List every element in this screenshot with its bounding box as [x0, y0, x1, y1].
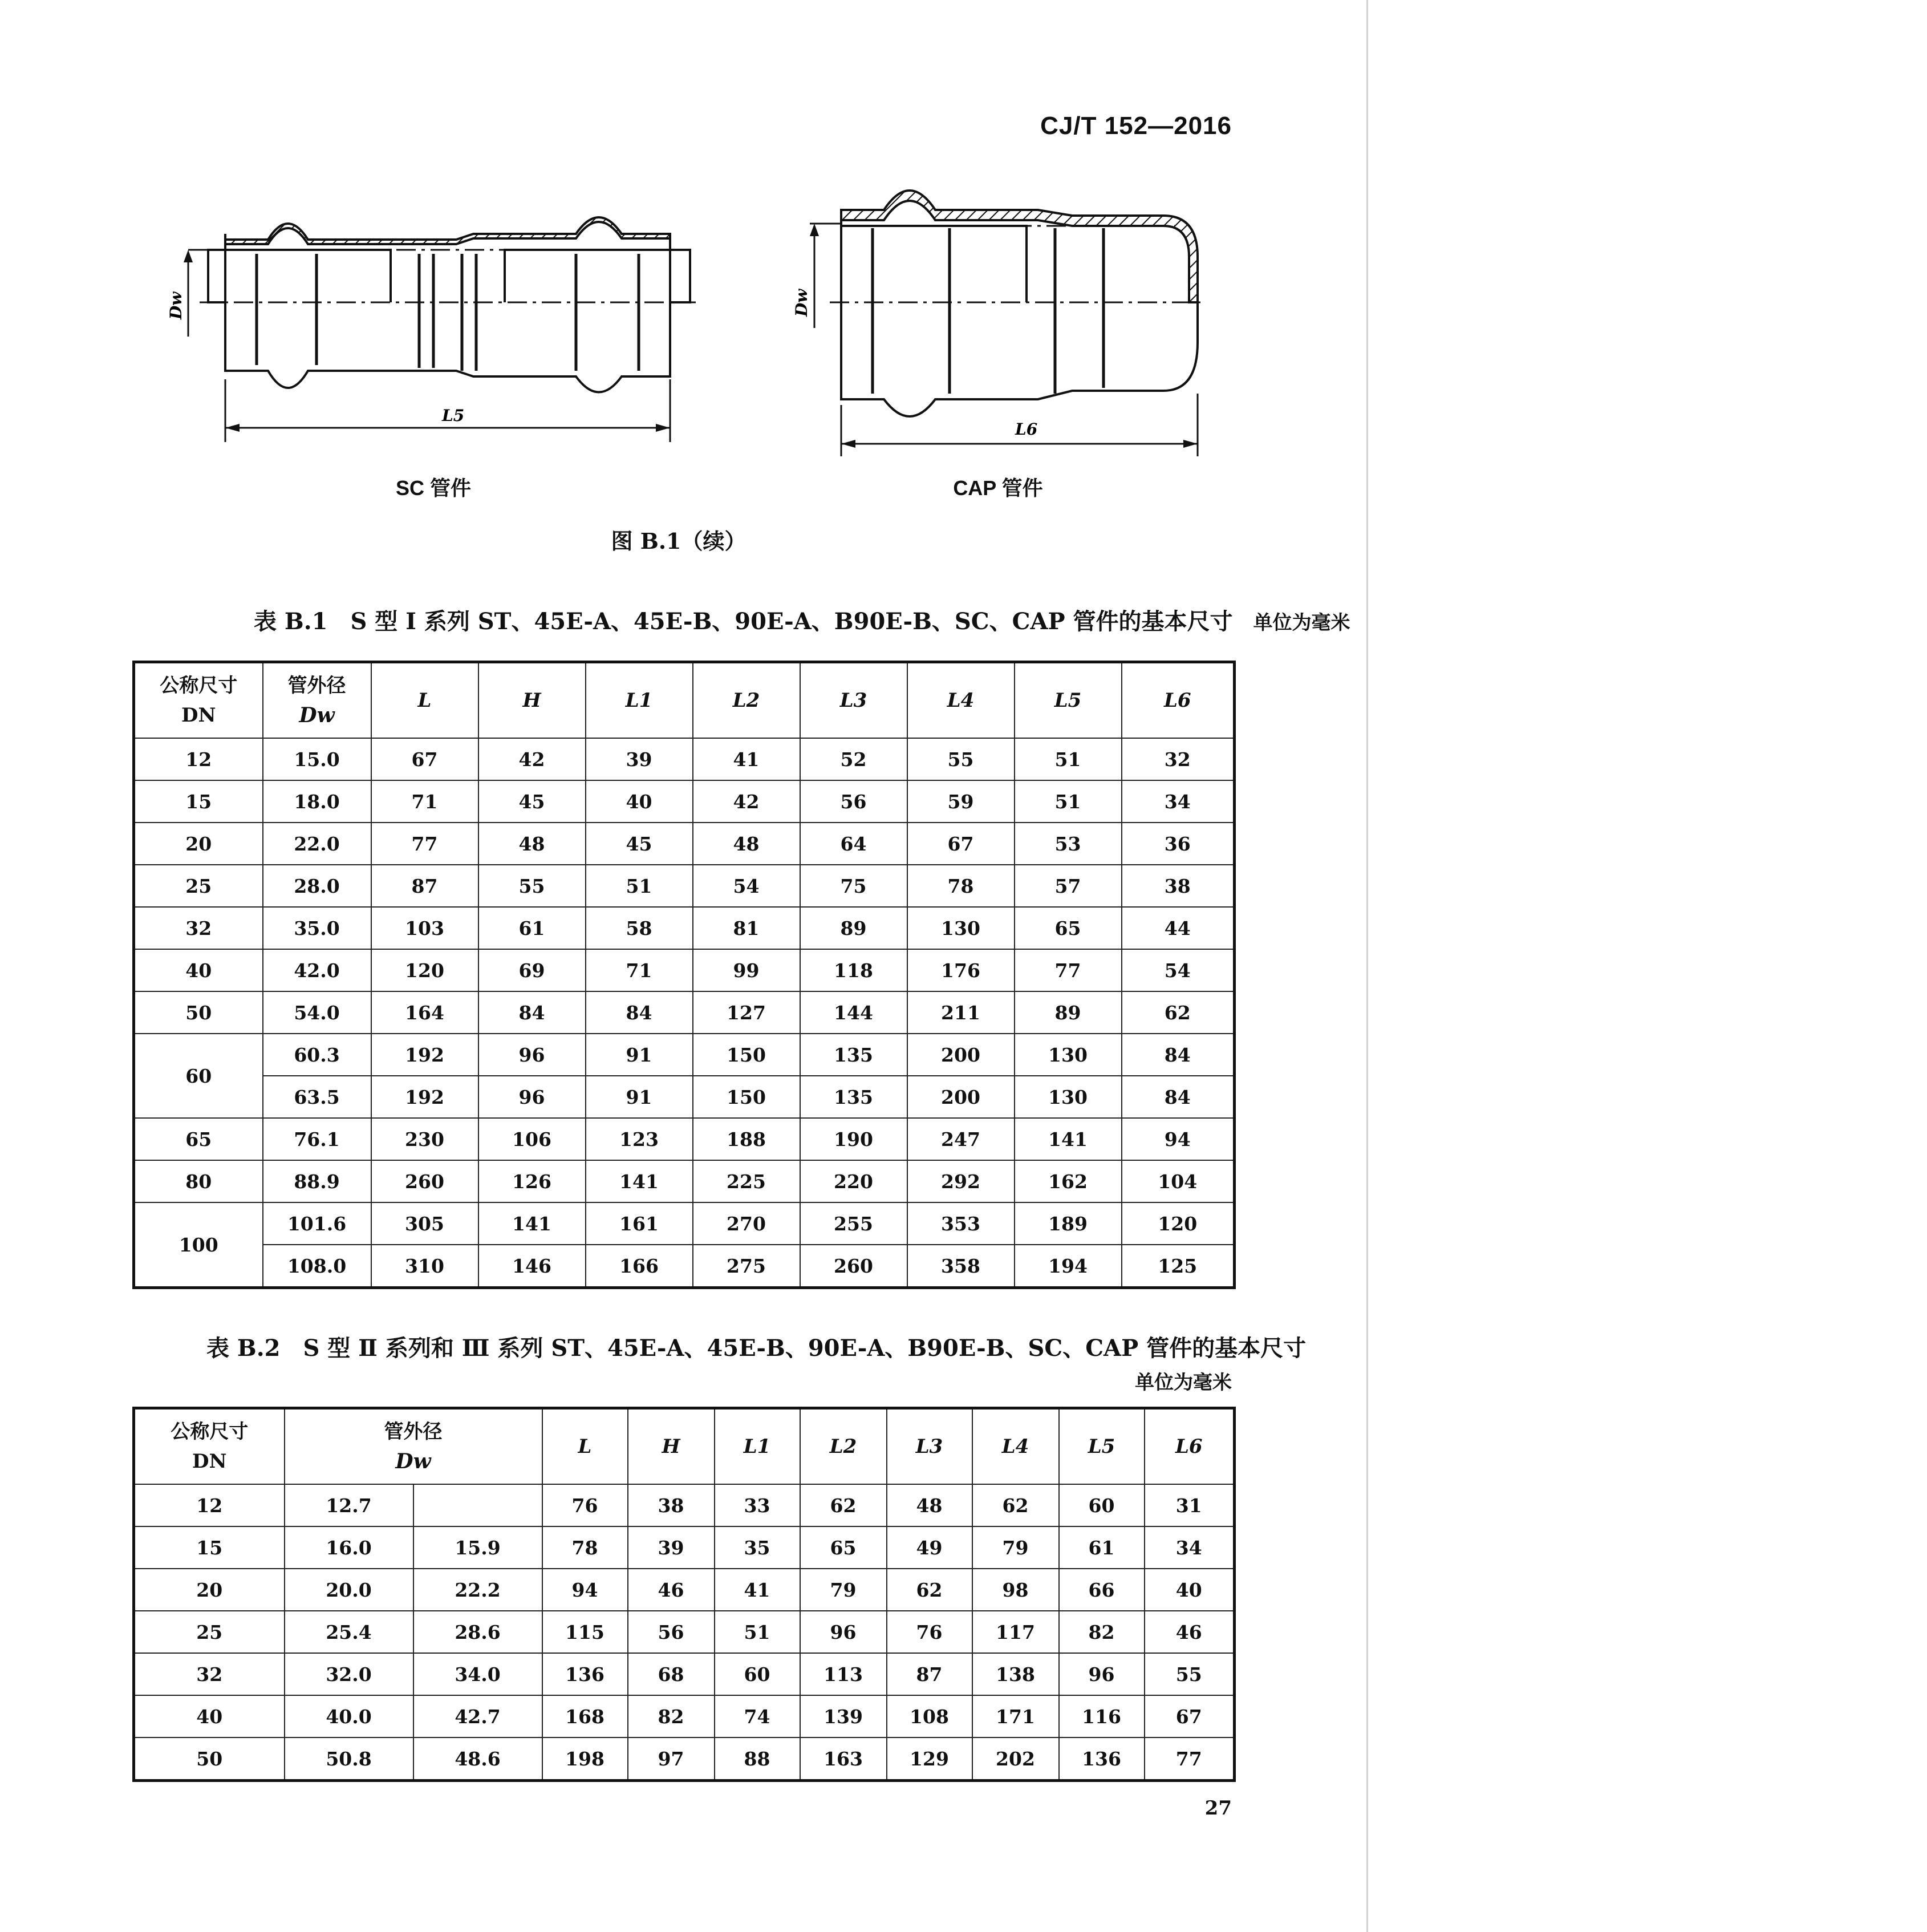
table-cell: 35: [715, 1526, 800, 1569]
table-cell: 230: [371, 1118, 478, 1160]
dn-cell: 25: [134, 1611, 285, 1653]
table-cell: 89: [800, 907, 907, 949]
table-cell: 77: [1145, 1737, 1235, 1781]
table-cell: 84: [478, 991, 586, 1034]
table1-header-col: L4: [907, 662, 1015, 739]
table2-header-dw: [285, 1408, 542, 1485]
table-cell: 51: [586, 865, 693, 907]
table-cell: 42: [478, 738, 586, 780]
table-cell: 130: [907, 907, 1015, 949]
table-cell: 65: [800, 1526, 887, 1569]
table-cell: 176: [907, 949, 1015, 991]
table-cell: 67: [371, 738, 478, 780]
table-cell: 44: [1122, 907, 1235, 949]
table-cell: 51: [1015, 738, 1122, 780]
table-cell: 106: [478, 1118, 586, 1160]
table1-header-col: L2: [693, 662, 800, 739]
dw-cell: 60.3: [263, 1034, 371, 1076]
table-cell: 39: [586, 738, 693, 780]
table1-title: 表 B.1 S 型 Ⅰ 系列 ST、45E-A、45E-B、90E-A、B90E-B、SC、CAP 管件的基本尺寸: [254, 608, 1233, 635]
table-cell: 162: [1015, 1160, 1122, 1202]
table-cell: 88: [715, 1737, 800, 1781]
table-cell: 49: [887, 1526, 972, 1569]
table-cell: 192: [371, 1034, 478, 1076]
dn-header-line2: DN: [181, 704, 216, 727]
sc-top-wall: [225, 217, 670, 244]
table-cell: 94: [1122, 1118, 1235, 1160]
table-cell: 260: [800, 1245, 907, 1288]
dn-cell: 40: [134, 1695, 285, 1737]
table-cell: 247: [907, 1118, 1015, 1160]
table-cell: 39: [628, 1526, 715, 1569]
dw-cell: 35.0: [263, 907, 371, 949]
table-cell: 353: [907, 1202, 1015, 1245]
table-cell: 141: [586, 1160, 693, 1202]
table-cell: 200: [907, 1076, 1015, 1118]
table-cell: 270: [693, 1202, 800, 1245]
table-cell: 33: [715, 1484, 800, 1526]
table-cell: 96: [478, 1034, 586, 1076]
table-cell: 81: [693, 907, 800, 949]
dw-cell: 40.0: [285, 1695, 413, 1737]
table-cell: 99: [693, 949, 800, 991]
table-cell: 189: [1015, 1202, 1122, 1245]
table-cell: 139: [800, 1695, 887, 1737]
table-cell: 60: [715, 1653, 800, 1695]
table-cell: 117: [972, 1611, 1059, 1653]
table-row: [134, 865, 1235, 907]
table-cell: 91: [586, 1076, 693, 1118]
table-cell: 141: [1015, 1118, 1122, 1160]
dw-cell: 15.9: [413, 1526, 542, 1569]
table-row: [134, 1076, 1235, 1118]
dn-cell: 20: [134, 823, 263, 865]
table-cell: 150: [693, 1034, 800, 1076]
table-cell: 76: [542, 1484, 628, 1526]
table-cell: 60: [1059, 1484, 1145, 1526]
dw-cell: [413, 1484, 542, 1526]
dw-cell: 20.0: [285, 1569, 413, 1611]
table-cell: 67: [907, 823, 1015, 865]
table-cell: 138: [972, 1653, 1059, 1695]
table-cell: 75: [800, 865, 907, 907]
table2-header-col: H: [628, 1408, 715, 1485]
table-cell: 200: [907, 1034, 1015, 1076]
table-cell: 56: [800, 780, 907, 823]
table-cell: 71: [586, 949, 693, 991]
table-cell: 56: [628, 1611, 715, 1653]
dw-cell: 22.0: [263, 823, 371, 865]
dn-header-line1: 公称尺寸: [160, 674, 238, 697]
table-cell: 78: [907, 865, 1015, 907]
table-row: [134, 1484, 1235, 1526]
dn-header-line2: DN: [192, 1450, 227, 1473]
table-cell: 55: [907, 738, 1015, 780]
dn-header-line1: 公称尺寸: [171, 1420, 249, 1443]
table-cell: 84: [1122, 1076, 1235, 1118]
table-cell: 166: [586, 1245, 693, 1288]
table-cell: 192: [371, 1076, 478, 1118]
table-cell: 108: [887, 1695, 972, 1737]
dn-cell: 40: [134, 949, 263, 991]
table-cell: 62: [1122, 991, 1235, 1034]
table-cell: 64: [800, 823, 907, 865]
table-cell: 91: [586, 1034, 693, 1076]
dw-cell: 15.0: [263, 738, 371, 780]
table-cell: 38: [628, 1484, 715, 1526]
table-cell: 40: [586, 780, 693, 823]
table-cell: 77: [1015, 949, 1122, 991]
table-cell: 163: [800, 1737, 887, 1781]
dw-cell: 76.1: [263, 1118, 371, 1160]
table-cell: 126: [478, 1160, 586, 1202]
table-cell: 87: [887, 1653, 972, 1695]
table-row: [134, 1245, 1235, 1288]
dw-cell: 101.6: [263, 1202, 371, 1245]
dn-cell: 80: [134, 1160, 263, 1202]
dw-cell: 12.7: [285, 1484, 413, 1526]
table2-header-row: [134, 1408, 1235, 1485]
dw-cell: 34.0: [413, 1653, 542, 1695]
table-cell: 118: [800, 949, 907, 991]
dn-cell: 32: [134, 907, 263, 949]
dw-cell: 54.0: [263, 991, 371, 1034]
dn-cell: 50: [134, 991, 263, 1034]
table-cell: 45: [478, 780, 586, 823]
table-cell: 305: [371, 1202, 478, 1245]
cap-l6-label: L6: [1015, 420, 1038, 439]
table-cell: 130: [1015, 1076, 1122, 1118]
table-cell: 69: [478, 949, 586, 991]
table-cell: 48: [478, 823, 586, 865]
table2-header-dn: [134, 1408, 285, 1485]
dw-cell: 108.0: [263, 1245, 371, 1288]
table-row: [134, 780, 1235, 823]
dn-cell: 100: [134, 1202, 263, 1288]
standard-number: CJ/T 152—2016: [1040, 112, 1232, 140]
table-cell: 46: [1145, 1611, 1235, 1653]
dw-cell: 63.5: [263, 1076, 371, 1118]
dn-cell: 25: [134, 865, 263, 907]
table-cell: 135: [800, 1076, 907, 1118]
viewer-background: [1368, 0, 1927, 1932]
dw-cell: 28.6: [413, 1611, 542, 1653]
table-cell: 89: [1015, 991, 1122, 1034]
dw-header-line1: 管外径: [384, 1420, 443, 1443]
table-cell: 198: [542, 1737, 628, 1781]
table-cell: 96: [800, 1611, 887, 1653]
table-cell: 141: [478, 1202, 586, 1245]
table-cell: 62: [972, 1484, 1059, 1526]
table-cell: 41: [715, 1569, 800, 1611]
table-cell: 79: [972, 1526, 1059, 1569]
cap-dw-label: Dw: [792, 289, 811, 317]
table-cell: 113: [800, 1653, 887, 1695]
table2-title: 表 B.2 S 型 Ⅱ 系列和 Ⅲ 系列 ST、45E-A、45E-B、90E-A、B90E-B、SC、CAP 管件的基本尺寸: [206, 1335, 1307, 1362]
table2-body: [134, 1408, 1235, 1781]
table1-header-col: H: [478, 662, 586, 739]
table-cell: 79: [800, 1569, 887, 1611]
dw-cell: 42.0: [263, 949, 371, 991]
table-cell: 103: [371, 907, 478, 949]
table-row: [134, 1737, 1235, 1781]
table-cell: 292: [907, 1160, 1015, 1202]
table-cell: 31: [1145, 1484, 1235, 1526]
table-cell: 130: [1015, 1034, 1122, 1076]
dw-cell: 32.0: [285, 1653, 413, 1695]
dw-cell: 88.9: [263, 1160, 371, 1202]
dw-header-line2: Dw: [395, 1449, 431, 1473]
table-cell: 225: [693, 1160, 800, 1202]
table-cell: 41: [693, 738, 800, 780]
cap-fitting-drawing: [787, 177, 1220, 462]
table-cell: 40: [1145, 1569, 1235, 1611]
table1-header-col: L6: [1122, 662, 1235, 739]
table-row: [134, 1526, 1235, 1569]
table-cell: 66: [1059, 1569, 1145, 1611]
table-cell: 58: [586, 907, 693, 949]
table1-title-row: [254, 604, 1350, 636]
table-cell: 48: [887, 1484, 972, 1526]
dw-header-line1: 管外径: [287, 674, 346, 697]
table-cell: 136: [542, 1653, 628, 1695]
table-row: [134, 1160, 1235, 1202]
table-cell: 116: [1059, 1695, 1145, 1737]
sc-figure-label: SC 管件: [395, 476, 471, 500]
table-cell: 45: [586, 823, 693, 865]
table-cell: 48: [693, 823, 800, 865]
table-row: [134, 738, 1235, 780]
table2-header-col: L4: [972, 1408, 1059, 1485]
table-cell: 161: [586, 1202, 693, 1245]
table1-header-row: [134, 662, 1235, 739]
table-cell: 34: [1145, 1526, 1235, 1569]
table-cell: 42: [693, 780, 800, 823]
sc-l5-label: L5: [442, 406, 465, 425]
table-cell: 171: [972, 1695, 1059, 1737]
table-row: [134, 1202, 1235, 1245]
table-cell: 62: [800, 1484, 887, 1526]
table-cell: 120: [371, 949, 478, 991]
table-cell: 120: [1122, 1202, 1235, 1245]
table-cell: 150: [693, 1076, 800, 1118]
dn-cell: 65: [134, 1118, 263, 1160]
table1-header-dw: [263, 662, 371, 739]
table-row: [134, 1569, 1235, 1611]
table-cell: 77: [371, 823, 478, 865]
table-row: [134, 1118, 1235, 1160]
table-cell: 74: [715, 1695, 800, 1737]
table-cell: 51: [1015, 780, 1122, 823]
table2-header-col: L3: [887, 1408, 972, 1485]
sc-fitting-drawing: [160, 177, 707, 451]
table1-header-col: L: [371, 662, 478, 739]
table1-header-col: L1: [586, 662, 693, 739]
table-row: [134, 1611, 1235, 1653]
table1-header-col: L5: [1015, 662, 1122, 739]
table-cell: 146: [478, 1245, 586, 1288]
table-cell: 84: [586, 991, 693, 1034]
table-cell: 123: [586, 1118, 693, 1160]
table-cell: 358: [907, 1245, 1015, 1288]
table2-unit: 单位为毫米: [1135, 1371, 1232, 1394]
table2-header-col: L: [542, 1408, 628, 1485]
table-row: [134, 1695, 1235, 1737]
table-cell: 68: [628, 1653, 715, 1695]
table-cell: 59: [907, 780, 1015, 823]
table-cell: 78: [542, 1526, 628, 1569]
figure-caption: 图 B.1（续）: [611, 528, 747, 554]
dw-cell: 22.2: [413, 1569, 542, 1611]
table-cell: 310: [371, 1245, 478, 1288]
cap-figure-label: CAP 管件: [953, 476, 1043, 500]
table-cell: 51: [715, 1611, 800, 1653]
table-cell: 188: [693, 1118, 800, 1160]
dw-cell: 42.7: [413, 1695, 542, 1737]
table-cell: 38: [1122, 865, 1235, 907]
table-cell: 62: [887, 1569, 972, 1611]
table1-header-dn: [134, 662, 263, 739]
table-row: [134, 1034, 1235, 1076]
dw-cell: 16.0: [285, 1526, 413, 1569]
table-cell: 65: [1015, 907, 1122, 949]
table-cell: 202: [972, 1737, 1059, 1781]
sc-outline: [225, 234, 670, 392]
table-cell: 54: [1122, 949, 1235, 991]
table-cell: 46: [628, 1569, 715, 1611]
table-cell: 71: [371, 780, 478, 823]
table-row: [134, 949, 1235, 991]
table-cell: 32: [1122, 738, 1235, 780]
table-cell: 104: [1122, 1160, 1235, 1202]
table-cell: 125: [1122, 1245, 1235, 1288]
table-cell: 82: [628, 1695, 715, 1737]
table-cell: 61: [1059, 1526, 1145, 1569]
dn-cell: 12: [134, 738, 263, 780]
table-cell: 61: [478, 907, 586, 949]
table-cell: 97: [628, 1737, 715, 1781]
dw-cell: 48.6: [413, 1737, 542, 1781]
dw-cell: 25.4: [285, 1611, 413, 1653]
table-cell: 36: [1122, 823, 1235, 865]
table-cell: 52: [800, 738, 907, 780]
table-cell: 144: [800, 991, 907, 1034]
table2-header-col: L6: [1145, 1408, 1235, 1485]
table-row: [134, 823, 1235, 865]
table-cell: 164: [371, 991, 478, 1034]
table-b2: [132, 1407, 1236, 1782]
table-b1: [132, 661, 1236, 1289]
dn-cell: 32: [134, 1653, 285, 1695]
table-cell: 129: [887, 1737, 972, 1781]
table-cell: 220: [800, 1160, 907, 1202]
table-row: [134, 907, 1235, 949]
dn-cell: 20: [134, 1569, 285, 1611]
table-cell: 84: [1122, 1034, 1235, 1076]
table-cell: 87: [371, 865, 478, 907]
table-cell: 260: [371, 1160, 478, 1202]
table-row: [134, 1653, 1235, 1695]
page-number: 27: [1204, 1797, 1232, 1820]
table2-header-col: L5: [1059, 1408, 1145, 1485]
table-cell: 136: [1059, 1737, 1145, 1781]
table-cell: 211: [907, 991, 1015, 1034]
table-cell: 115: [542, 1611, 628, 1653]
table-cell: 194: [1015, 1245, 1122, 1288]
table-cell: 94: [542, 1569, 628, 1611]
dw-cell: 50.8: [285, 1737, 413, 1781]
table-cell: 190: [800, 1118, 907, 1160]
dw-header-line2: Dw: [299, 703, 335, 727]
cap-outline: [841, 210, 1198, 416]
cap-top-wall: [841, 191, 1198, 302]
table-cell: 96: [478, 1076, 586, 1118]
dn-cell: 50: [134, 1737, 285, 1781]
table-cell: 67: [1145, 1695, 1235, 1737]
table-cell: 275: [693, 1245, 800, 1288]
dw-cell: 18.0: [263, 780, 371, 823]
table-cell: 34: [1122, 780, 1235, 823]
table-cell: 76: [887, 1611, 972, 1653]
table-cell: 54: [693, 865, 800, 907]
table1-body: [134, 662, 1235, 1288]
table-cell: 55: [1145, 1653, 1235, 1695]
table-cell: 96: [1059, 1653, 1145, 1695]
dn-cell: 15: [134, 780, 263, 823]
table-cell: 55: [478, 865, 586, 907]
table-cell: 135: [800, 1034, 907, 1076]
table-row: [134, 991, 1235, 1034]
table2-header-col: L1: [715, 1408, 800, 1485]
dn-cell: 60: [134, 1034, 263, 1118]
table-cell: 57: [1015, 865, 1122, 907]
table1-header-col: L3: [800, 662, 907, 739]
table1-unit: 单位为毫米: [1253, 611, 1350, 634]
dn-cell: 12: [134, 1484, 285, 1526]
table2-header-col: L2: [800, 1408, 887, 1485]
table-cell: 98: [972, 1569, 1059, 1611]
table-cell: 168: [542, 1695, 628, 1737]
sc-dw-label: Dw: [167, 291, 185, 319]
table-cell: 255: [800, 1202, 907, 1245]
dn-cell: 15: [134, 1526, 285, 1569]
table-cell: 82: [1059, 1611, 1145, 1653]
table-cell: 127: [693, 991, 800, 1034]
table-cell: 53: [1015, 823, 1122, 865]
dw-cell: 28.0: [263, 865, 371, 907]
